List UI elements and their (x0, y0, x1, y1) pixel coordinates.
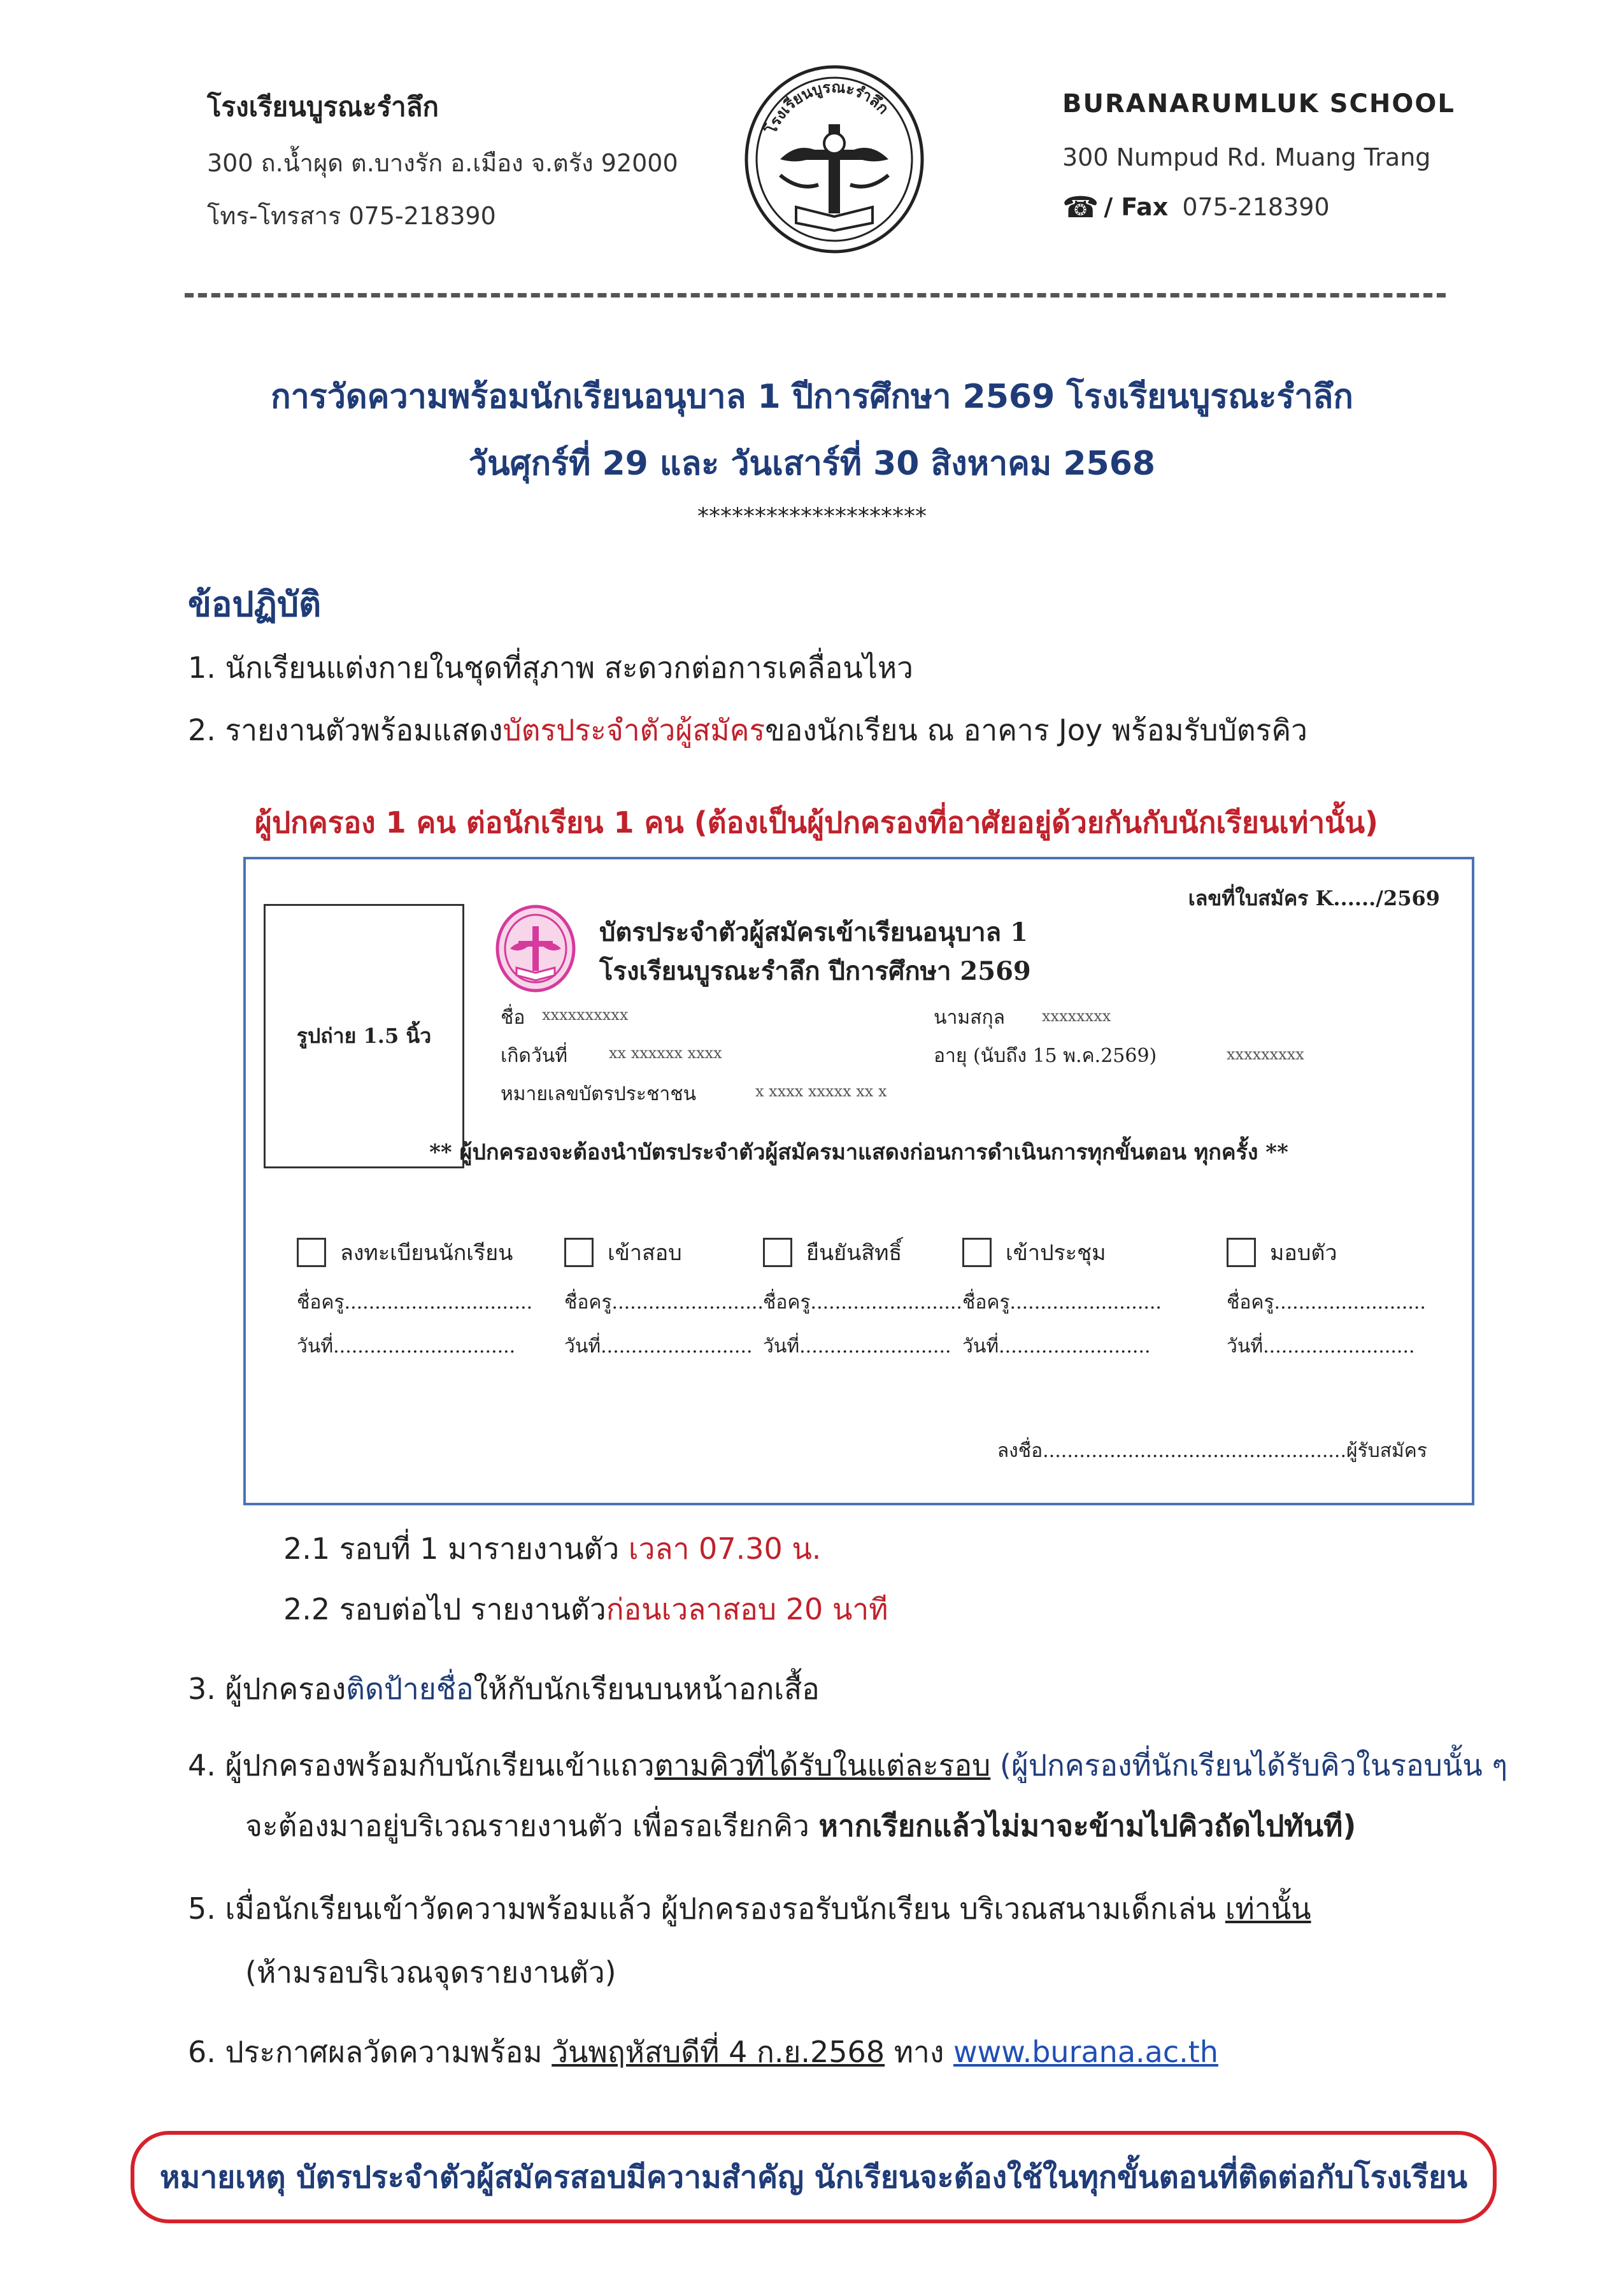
instruction-2-text-end: ของนักเรียน ณ อาคาร Joy พร้อมรับบัตรคิว (765, 713, 1307, 747)
school-address-eng: 300 Numpud Rd. Muang Trang (1062, 143, 1431, 171)
application-number: เลขที่ใบสมัคร K....../2569 (1188, 886, 1440, 910)
school-name-thai: โรงเรียนบูรณะรำลึก (207, 91, 439, 122)
telephone-icon: ☎ (1062, 190, 1099, 224)
card-school-year: โรงเรียนบูรณะรำลึก ปีการศึกษา 2569 (599, 956, 1031, 986)
instruction-6-date: วันพฤหัสบดีที่ 4 ก.ย.2568 (552, 2035, 885, 2069)
step-teacher: ชื่อครู............................... (297, 1291, 533, 1314)
instruction-1: 1. นักเรียนแต่งกายในชุดที่สุภาพ สะดวกต่อการเคลื่อนไหว (188, 650, 914, 685)
step-date: วันที่......................... (962, 1335, 1151, 1358)
round-2-time: ก่อนเวลาสอบ 20 นาที (606, 1592, 888, 1626)
instruction-6-via: ทาง (885, 2035, 953, 2069)
step-checkbox[interactable] (1227, 1238, 1256, 1267)
step-date: วันที่......................... (1227, 1335, 1415, 1358)
school-phone-thai: โทร-โทรสาร 075-218390 (207, 202, 496, 230)
name-value: xxxxxxxxxx (542, 1006, 629, 1024)
step-date: วันที่......................... (564, 1335, 753, 1358)
seal-text: โรงเรียนบูรณะรำลึก (762, 78, 893, 137)
step-date: วันที่......................... (763, 1335, 951, 1358)
school-fax-eng (1062, 192, 1330, 222)
card-warning: ** ผู้ปกครองจะต้องนำบัตรประจำตัวผู้สมัครมาแสดงก่อนการดำเนินการทุกขั้นตอน ทุกครั้ง ** (429, 1140, 1288, 1165)
pink-school-seal-logo (494, 904, 577, 993)
step-registration (297, 1235, 532, 1361)
photo-placeholder: รูปถ่าย 1.5 นิ้ว (264, 904, 464, 1168)
dob-value: xx xxxxxx xxxx (609, 1044, 722, 1062)
surname-label: นามสกุล (934, 1007, 1005, 1029)
step-checkbox[interactable] (297, 1238, 326, 1267)
step-meeting (962, 1235, 1162, 1361)
step-teacher: ชื่อครู......................... (564, 1291, 764, 1314)
step-teacher: ชื่อครู......................... (1227, 1291, 1426, 1314)
school-address-thai: 300 ถ.น้ำผุด ต.บางรัก อ.เมือง จ.ตรัง 92000 (207, 149, 678, 177)
id-number-value: x xxxx xxxxx xx x (755, 1082, 887, 1100)
instruction-3-text-end: ให้กับนักเรียนบนหน้าอกเสื้อ (473, 1672, 820, 1706)
surname-value: xxxxxxxx (1042, 1007, 1111, 1025)
page-title: การวัดความพร้อมนักเรียนอนุบาล 1 ปีการศึกษา 2569 โรงเรียนบูรณะรำลึก (271, 378, 1353, 416)
instruction-5-text: 5. เมื่อนักเรียนเข้าวัดความพร้อมแล้ว ผู้ปกครองรอรับนักเรียน บริเวณสนามเด็กเล่น (188, 1891, 1225, 1926)
step-enrollment (1227, 1235, 1426, 1361)
instruction-3-highlight: ติดป้ายชื่อ (346, 1672, 474, 1706)
instruction-4-note: (ผู้ปกครองที่นักเรียนได้รับคิวในรอบนั้น ๆ (990, 1748, 1508, 1782)
fax-number: 075-218390 (1182, 193, 1330, 221)
age-label: อายุ (นับถึง 15 พ.ค.2569) (934, 1045, 1157, 1067)
instruction-6-text: 6. ประกาศผลวัดความพร้อม (188, 2035, 552, 2069)
school-seal-logo (742, 64, 927, 255)
card-title: บัตรประจำตัวผู้สมัครเข้าเรียนอนุบาล 1 (599, 917, 1028, 947)
name-label: ชื่อ (501, 1007, 525, 1029)
school-name-eng: BURANARUMLUK SCHOOL (1062, 89, 1455, 118)
instruction-6 (188, 2029, 1218, 2076)
instruction-3 (188, 1666, 820, 1712)
title-separator: ******************** (697, 503, 927, 529)
important-note: หมายเหตุ บัตรประจำตัวผู้สมัครสอบมีความสำคัญ นักเรียนจะต้องใช้ในทุกขั้นตอนที่ติดต่อกับโรงเรียน (131, 2131, 1497, 2223)
step-label: ยืนยันสิทธิ์ (806, 1240, 902, 1266)
step-date: วันที่.............................. (297, 1335, 516, 1358)
step-label: เข้าสอบ (608, 1240, 682, 1266)
fax-label: / Fax (1104, 193, 1169, 221)
round-1-text: 2.1 รอบที่ 1 มารายงานตัว (283, 1531, 629, 1566)
dob-label: เกิดวันที่ (501, 1045, 568, 1067)
receiver-signature: ลงชื่อ..................................................ผู้รับสมัคร (997, 1440, 1427, 1462)
round-2-text: 2.2 รอบต่อไป รายงานตัว (283, 1592, 606, 1626)
instruction-4-line2-text: จะต้องมาอยู่บริเวณรายงานตัว เพื่อรอเรียกคิว (245, 1809, 819, 1843)
step-checkbox[interactable] (763, 1238, 792, 1267)
website-link[interactable]: www.burana.ac.th (953, 2035, 1218, 2069)
step-confirm-rights (763, 1235, 962, 1361)
page-subtitle: วันศุกร์ที่ 29 และ วันเสาร์ที่ 30 สิงหาคม 2568 (468, 445, 1156, 483)
step-teacher: ชื่อครู......................... (763, 1291, 962, 1314)
instruction-4 (188, 1742, 1507, 1789)
round-1-time: เวลา 07.30 น. (628, 1531, 822, 1566)
section-title: ข้อปฏิบัติ (188, 584, 322, 624)
step-teacher: ชื่อครู......................... (962, 1291, 1162, 1314)
instruction-5-underline: เท่านั้น (1225, 1891, 1311, 1926)
round-2 (283, 1586, 888, 1633)
instruction-4-line2 (245, 1803, 1356, 1849)
step-label: มอบตัว (1270, 1240, 1337, 1266)
instruction-3-text: 3. ผู้ปกครอง (188, 1672, 346, 1706)
instruction-2-highlight: บัตรประจำตัวผู้สมัคร (502, 713, 766, 747)
step-label: ลงทะเบียนนักเรียน (340, 1240, 513, 1266)
step-checkbox[interactable] (564, 1238, 594, 1267)
step-checkbox[interactable] (962, 1238, 992, 1267)
age-value: xxxxxxxxx (1227, 1045, 1304, 1063)
instruction-2 (188, 707, 1307, 754)
instruction-5 (188, 1886, 1311, 1932)
instruction-4-underline: ตามคิวที่ได้รับในแต่ละรอบ (654, 1748, 991, 1782)
step-exam (564, 1235, 764, 1361)
instruction-4-text: 4. ผู้ปกครองพร้อมกับนักเรียนเข้าแถว (188, 1748, 655, 1782)
applicant-id-card (243, 857, 1474, 1505)
round-1 (283, 1526, 821, 1572)
step-label: เข้าประชุม (1006, 1240, 1106, 1266)
id-number-label: หมายเลขบัตรประชาชน (501, 1083, 697, 1105)
header-divider (185, 293, 1446, 298)
instruction-2-text: 2. รายงานตัวพร้อมแสดง (188, 713, 503, 747)
instruction-5-line2: (ห้ามรอบริเวณจุดรายงานตัว) (245, 1955, 616, 1989)
guardian-note: ผู้ปกครอง 1 คน ต่อนักเรียน 1 คน (ต้องเป็นผู้ปกครองที่อาศัยอยู่ด้วยกันกับนักเรียนเท่านั้น) (255, 805, 1379, 840)
instruction-4-warning: หากเรียกแล้วไม่มาจะข้ามไปคิวถัดไปทันที) (818, 1809, 1357, 1843)
